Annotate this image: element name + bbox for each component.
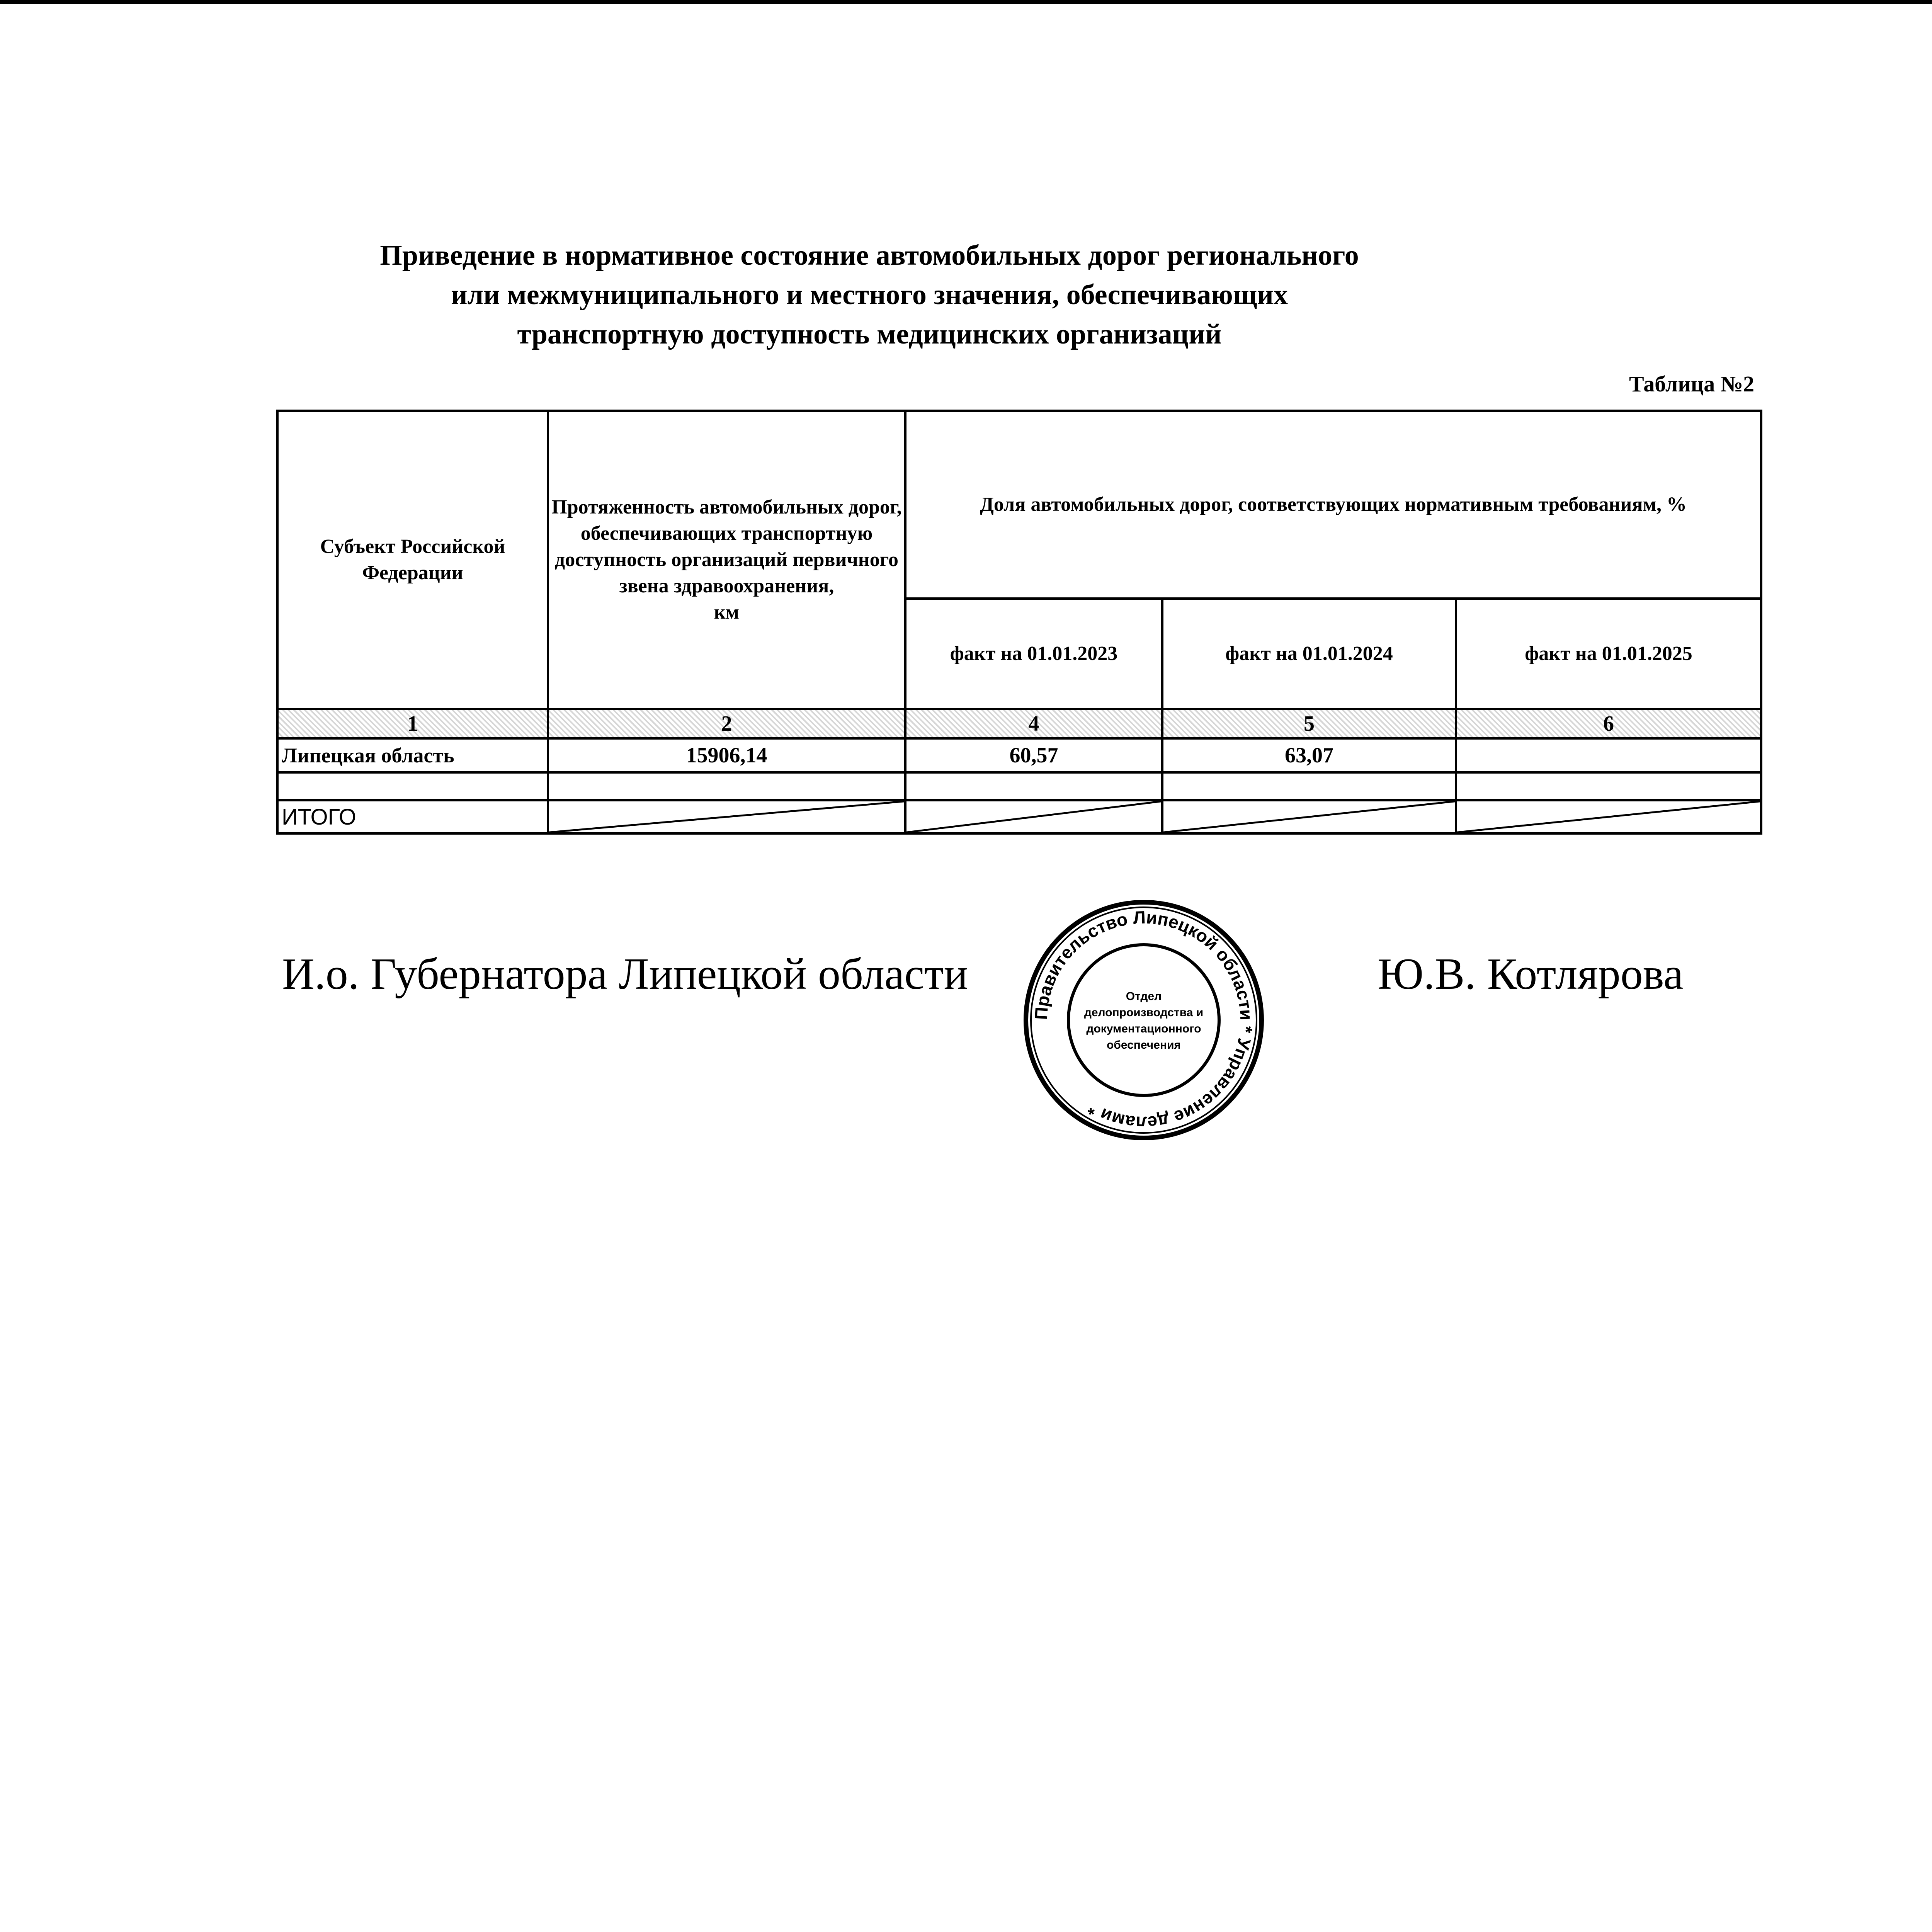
seal-center-line: делопроизводства и	[1084, 1006, 1204, 1019]
column-number: 1	[277, 709, 548, 738]
header-length-text: Протяженность автомобильных дорог, обеспечивающих транспортную доступность организаций первичного звена здравоохранения,	[551, 496, 902, 597]
header-fact-2025: факт на 01.01.2025	[1456, 599, 1761, 709]
total-empty-cell	[905, 800, 1162, 833]
title-line-3: транспортную доступность медицинских организаций	[517, 318, 1222, 350]
signatory-position: И.о. Губернатора Липецкой области	[282, 949, 968, 999]
title-line-2: или межмуниципального и местного значения, обеспечивающих	[451, 279, 1288, 311]
row-fact-2025	[1456, 738, 1761, 772]
row-fact-2023: 60,57	[905, 738, 1162, 772]
column-number: 6	[1456, 709, 1761, 738]
blank-row	[277, 772, 1761, 800]
signatory-name: Ю.В. Котлярова	[1378, 949, 1684, 999]
seal-outer-text: Правительство Липецкой области * Управление делами *	[1031, 907, 1257, 1133]
roads-table	[276, 410, 1762, 835]
header-length-unit: км	[714, 601, 740, 623]
seal-center-line: Отдел	[1126, 990, 1162, 1003]
total-row	[277, 800, 1761, 833]
header-length	[548, 411, 905, 709]
header-row-1	[277, 411, 1761, 599]
title-line-1: Приведение в нормативное состояние автомобильных дорог регионального	[380, 240, 1359, 271]
header-share: Доля автомобильных дорог, соответствующих нормативным требованиям, %	[905, 411, 1761, 599]
seal-center-line: обеспечения	[1106, 1039, 1181, 1051]
official-seal	[1020, 896, 1267, 1144]
header-fact-2024: факт на 01.01.2024	[1162, 599, 1456, 709]
header-subject: Субъект Российской Федерации	[277, 411, 548, 709]
column-number-row	[277, 709, 1761, 738]
column-number: 2	[548, 709, 905, 738]
row-length: 15906,14	[548, 738, 905, 772]
table-row	[277, 738, 1761, 772]
seal-center-line: документационного	[1086, 1022, 1201, 1035]
total-label: ИТОГО	[277, 800, 548, 833]
document-title	[270, 236, 1468, 354]
column-number: 5	[1162, 709, 1456, 738]
column-number: 4	[905, 709, 1162, 738]
total-empty-cell	[548, 800, 905, 833]
total-empty-cell	[1162, 800, 1456, 833]
row-subject: Липецкая область	[277, 738, 548, 772]
scan-border-top	[0, 0, 1932, 4]
row-fact-2024: 63,07	[1162, 738, 1456, 772]
total-empty-cell	[1456, 800, 1761, 833]
table-number-label: Таблица №2	[1629, 371, 1754, 396]
header-fact-2023: факт на 01.01.2023	[905, 599, 1162, 709]
